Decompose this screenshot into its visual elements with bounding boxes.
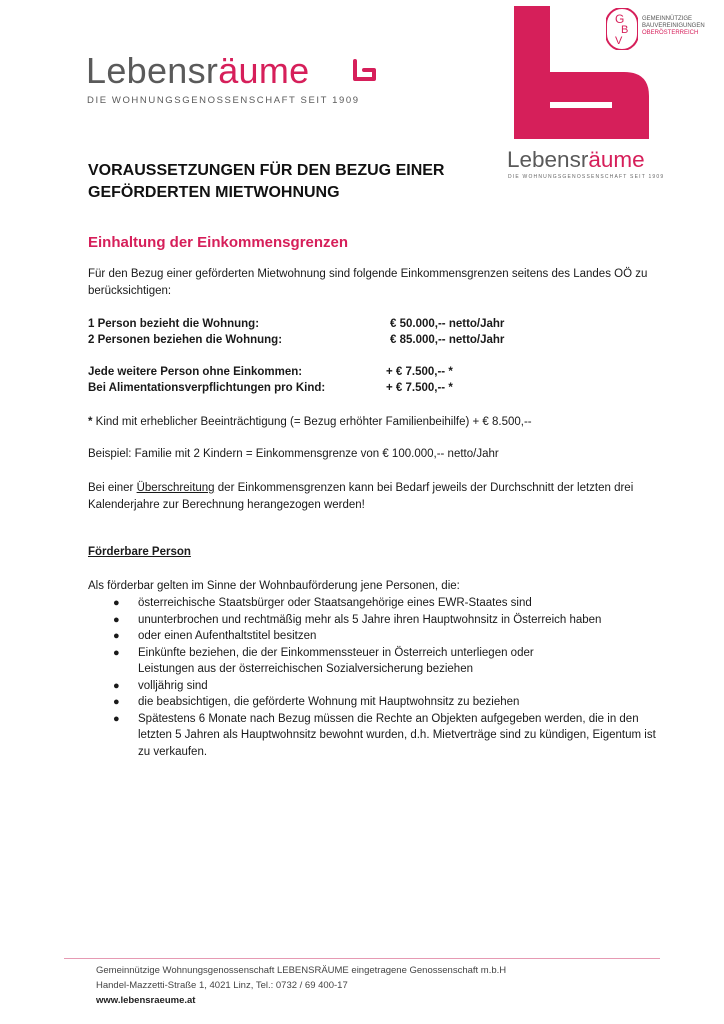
footnote xyxy=(88,414,658,431)
limit-2-value: € 85.000,-- netto/Jahr xyxy=(390,334,505,346)
addition-1-label: Jede weitere Person ohne Einkommen: xyxy=(88,366,303,378)
logo-word-main: Lebensr xyxy=(86,50,219,91)
addition-2-value: + € 7.500,-- * xyxy=(386,382,453,394)
page-title xyxy=(88,160,444,204)
addition-2-label: Bei Alimentationsverpflichtungen pro Kind: xyxy=(88,382,326,394)
exceed-before: Bei einer xyxy=(88,482,137,494)
bullet-icon: ● xyxy=(113,597,120,609)
list-item xyxy=(108,711,668,761)
svg-text:G: G xyxy=(615,12,625,26)
footnote-text: Kind mit erheblicher Beeinträchtigung (= Bezug erhöhter Familienbeihilfe) + € 8.500,-- xyxy=(92,416,532,428)
list-item-text: österreichische Staatsbürger oder Staatsangehörige eines EWR-Staates sind xyxy=(138,597,532,609)
list-item xyxy=(108,694,668,711)
list-item-text: ununterbrochen und rechtmäßig mehr als 5 Jahre ihren Hauptwohnsitz in Österreich haben xyxy=(138,613,602,626)
list-item-text: volljährig sind xyxy=(138,679,208,692)
bullet-icon: ● xyxy=(113,613,120,626)
list-item-text: oder einen Aufenthaltstitel besitzen xyxy=(138,630,317,642)
section-heading-income: Einhaltung der Einkommensgrenzen xyxy=(88,234,349,251)
bullet-icon: ● xyxy=(113,712,120,725)
list-item-text: Spätestens 6 Monate nach Bezug müssen die Rechte an Objekten aufgegeben werden, die in den letzten 5 Jahren als Hauptwohnsitz bewohnt wurden, d.h. Mietverträge sind zu kündigen, Eigentum ist zu verkaufen. xyxy=(138,712,656,758)
logo-tagline: DIE WOHNUNGSGENOSSENSCHAFT SEIT 1909 xyxy=(87,95,360,106)
gbv-line1: GEMEINNÜTZIGE xyxy=(642,16,693,22)
income-intro: Für den Bezug einer geförderten Mietwohnung sind folgende Einkommensgrenzen seitens des Landes OÖ zu berücksichtigen: xyxy=(88,268,648,297)
title-line-1: VORAUSSETZUNGEN FÜR DEN BEZUG EINER xyxy=(88,162,445,179)
footer-address: Handel-Mazzetti-Straße 1, 4021 Linz, Tel.: 0732 / 69 400-17 xyxy=(96,980,348,991)
section-heading-eligible: Förderbare Person xyxy=(88,546,191,558)
gbv-line3: OBERÖSTERREICH xyxy=(642,30,699,36)
limit-1-label: 1 Person bezieht die Wohnung: xyxy=(88,318,260,330)
footnote-star: * xyxy=(88,416,93,428)
brand-word-main: Lebensr xyxy=(507,147,589,172)
limit-2-label: 2 Personen beziehen die Wohnung: xyxy=(88,334,283,346)
limit-1-value: € 50.000,-- netto/Jahr xyxy=(390,318,505,330)
brand-tagline: DIE WOHNUNGSGENOSSENSCHAFT SEIT 1909 xyxy=(508,174,665,180)
logo-b-icon xyxy=(352,58,378,82)
brand-wordmark xyxy=(507,147,645,173)
eligible-intro: Als förderbar gelten im Sinne der Wohnbauförderung jene Personen, die: xyxy=(88,580,460,592)
bullet-icon: ● xyxy=(113,679,120,692)
list-item xyxy=(108,678,668,695)
exceed-after: der Einkommensgrenzen kann bei Bedarf jeweils der Durchschnitt der letzten drei Kalenderjahre zur Berechnung herangezogen werden! xyxy=(88,482,634,511)
logo-word-accent: äume xyxy=(218,50,310,91)
svg-text:B: B xyxy=(621,24,629,36)
list-item xyxy=(108,645,668,678)
title-line-2: GEFÖRDERTEN MIETWOHNUNG xyxy=(88,184,340,201)
gbv-line2: BAUVEREINIGUNGEN xyxy=(642,23,705,29)
footer-divider xyxy=(64,958,660,959)
bullet-icon: ● xyxy=(113,630,120,642)
bullet-icon: ● xyxy=(113,696,120,708)
brand-word-accent: äume xyxy=(588,147,645,172)
list-item xyxy=(108,628,668,645)
list-item-text: Einkünfte beziehen, die der Einkommenssteuer in Österreich unterliegen oder Leistungen aus der österreichischen Sozialversicherung beziehen xyxy=(138,646,534,675)
exceed-note xyxy=(88,480,658,513)
footer-company: Gemeinnützige Wohnungsgenossenschaft LEBENSRÄUME eingetragene Genossenschaft m.b.H xyxy=(96,965,507,976)
gbv-label xyxy=(642,16,705,37)
list-item xyxy=(108,612,668,629)
bullet-icon: ● xyxy=(113,646,120,659)
list-item xyxy=(108,595,668,612)
footer-website-link[interactable]: www.lebensraeume.at xyxy=(96,995,196,1006)
income-example: Beispiel: Familie mit 2 Kindern = Einkommensgrenze von € 100.000,-- netto/Jahr xyxy=(88,448,499,460)
logo-wordmark xyxy=(86,50,309,92)
gbv-badge-icon xyxy=(606,8,638,50)
eligibility-list xyxy=(108,595,668,760)
addition-1-value: + € 7.500,-- * xyxy=(386,366,453,378)
list-item-text: die beabsichtigen, die geförderte Wohnung mit Hauptwohnsitz zu beziehen xyxy=(138,696,520,708)
exceed-underlined: Überschreitung xyxy=(136,482,215,494)
svg-text:V: V xyxy=(615,35,623,47)
